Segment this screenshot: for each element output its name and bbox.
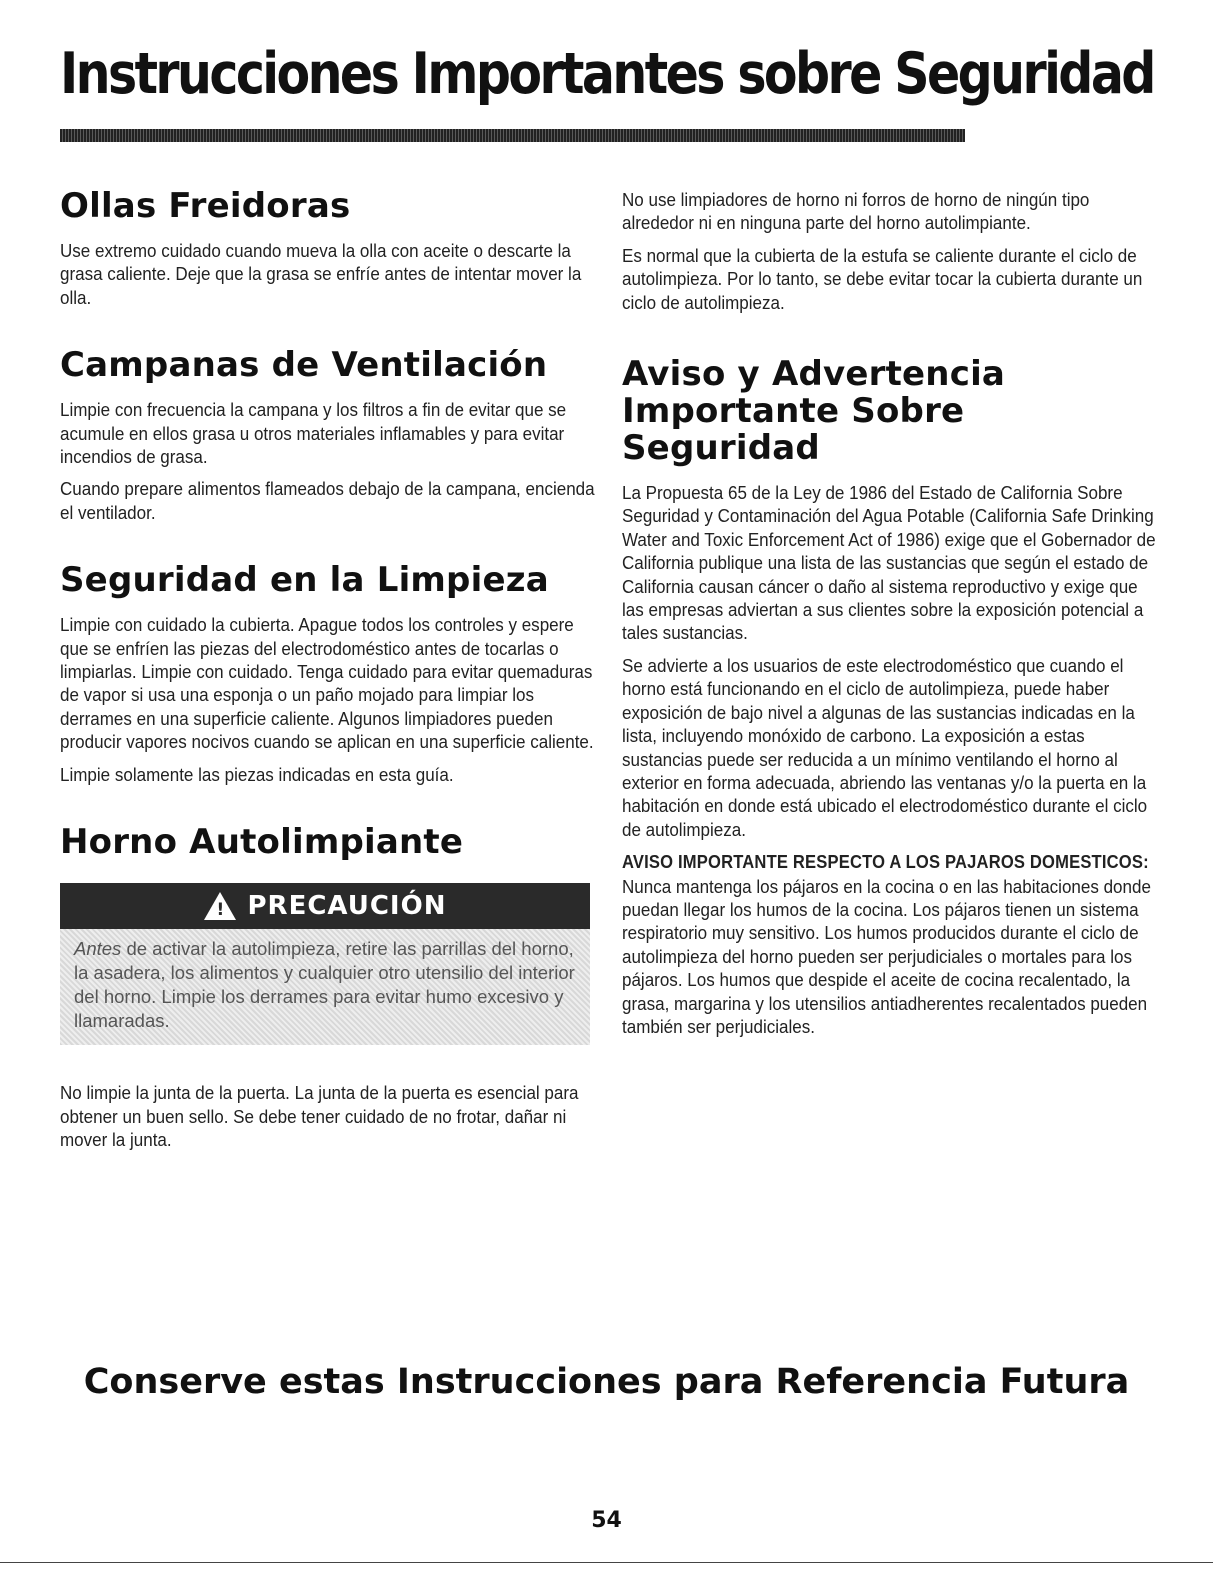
horno-paragraph: No limpie la junta de la puerta. La junta de la puerta es esencial para obtener un buen sello. Se debe tener cuidado de no frotar, dañar ni mover la junta. [60,1082,579,1150]
footer-banner: Conserve estas Instrucciones para Referencia Futura [83,1362,1130,1402]
section-limpieza [60,562,600,786]
campanas-paragraph-1: Limpie con frecuencia la campana y los filtros a fin de evitar que se acumule en ellos grasa u otros materiales inflamables y para evitar incendios de grasa. [60,399,567,468]
caution-label: PRECAUCIÓN [247,891,447,922]
limpieza-paragraph-1: Limpie con cuidado la cubierta. Apague todos los controles y espere que se enfríen las piezas del electrodoméstico antes de tocarlas o limpiarlas. Limpie con cuidado. Tenga cuidado para evitar quemaduras de vapor si usa una esponja o un paño mojado para limpiar los derrames en una superficie caliente. Algunos limpiadores pueden producir vapores nocivos cuando se aplican en una superficie caliente. [60,614,594,753]
bird-notice-text: Nunca mantenga los pájaros en la cocina o en las habitaciones donde puedan llegar los humos de la cocina. Los pájaros tienen un sistema respiratorio muy sensitivo. Los humos producidos durante el ciclo de autolimpieza del horno pueden ser perjudiciales o mortales para los pájaros. Los humos que despide el aceite de cocina recalentado, la grasa, margarina y los utensilios antiadherentes recalentados pueden también ser perjudiciales. [622,875,1151,1037]
aviso-paragraph-1: La Propuesta 65 de la Ley de 1986 del Estado de California Sobre Seguridad y Contaminación del Agua Potable (California Safe Drinking Water and Toxic Enforcement Act of 1986) exige que el Gobernador de California publique una lista de las sustancias que según el estado de California causan cáncer o daño al sistema reproductivo y exige que las empresas adviertan a sus clientes sobre la exposición potencial a tales sustancias. [622,482,1156,644]
heading-ollas: Ollas Freidoras [60,186,351,226]
caution-lead-word: Antes [74,938,122,960]
right-paragraph-2: Es normal que la cubierta de la estufa se caliente durante el ciclo de autolimpieza. Por lo tanto, se debe evitar tocar la cubierta durante un ciclo de autolimpieza. [622,244,1143,313]
page-number: 54 [591,1508,622,1533]
aviso-paragraph-3 [622,850,1163,1038]
heading-campanas: Campanas de Ventilación [60,345,548,386]
aviso-paragraph-2: Se advierte a los usuarios de este electrodoméstico que cuando el horno está funcionando en el ciclo de autolimpieza, puede haber exposición de bajo nivel a algunas de las sustancias indicadas en la lista, incluyendo monóxido de carbono. La exposición a estas sustancias puede ser reducida a un mínimo ventilando el horno al exterior en forma adecuada, abriendo las ventanas y/o la puerta en la habitación en donde está ubicado el electrodoméstico durante el ciclo de autolimpieza. [622,654,1148,840]
warning-triangle-icon: ! [204,892,236,920]
left-column [60,188,600,1160]
title-rule [60,129,965,142]
caution-box [60,883,590,1045]
heading-aviso [622,356,1162,467]
ollas-paragraph: Use extremo cuidado cuando mueva la olla con aceite o descarte la grasa caliente. Deje que la grasa se enfríe antes de intentar mover la olla. [60,240,582,308]
section-ollas [60,188,600,309]
campanas-paragraph-2: Cuando prepare alimentos flameados debajo de la campana, encienda el ventilador. [60,478,595,523]
bird-notice-heading: AVISO IMPORTANTE RESPECTO A LOS PAJAROS DOMESTICOS: [622,852,1149,873]
bottom-rule [0,1562,1213,1563]
caution-body: de activar la autolimpieza, retire las parrillas del horno, la asadera, los alimentos y cualquier otro utensilio del interior del horno. Limpie los derrames para evitar humo excesivo y llamaradas. [74,938,575,1032]
section-campanas [60,347,600,524]
page-title: Instrucciones Importantes sobre Seguridad [60,41,1154,107]
section-aviso [622,356,1162,1038]
caution-text [60,929,590,1045]
right-column [622,188,1162,1047]
heading-aviso-line-2: Importante Sobre Seguridad [622,391,965,469]
caution-header [60,883,590,929]
heading-horno: Horno Autolimpiante [60,822,464,863]
heading-limpieza: Seguridad en la Limpieza [60,560,549,601]
right-paragraph-1: No use limpiadores de horno ni forros de horno de ningún tipo alrededor ni en ninguna parte del horno autolimpiante. [622,189,1090,234]
section-horno [60,824,600,1151]
heading-aviso-line-1: Aviso y Advertencia [622,354,1006,395]
limpieza-paragraph-2: Limpie solamente las piezas indicadas en esta guía. [60,763,454,785]
